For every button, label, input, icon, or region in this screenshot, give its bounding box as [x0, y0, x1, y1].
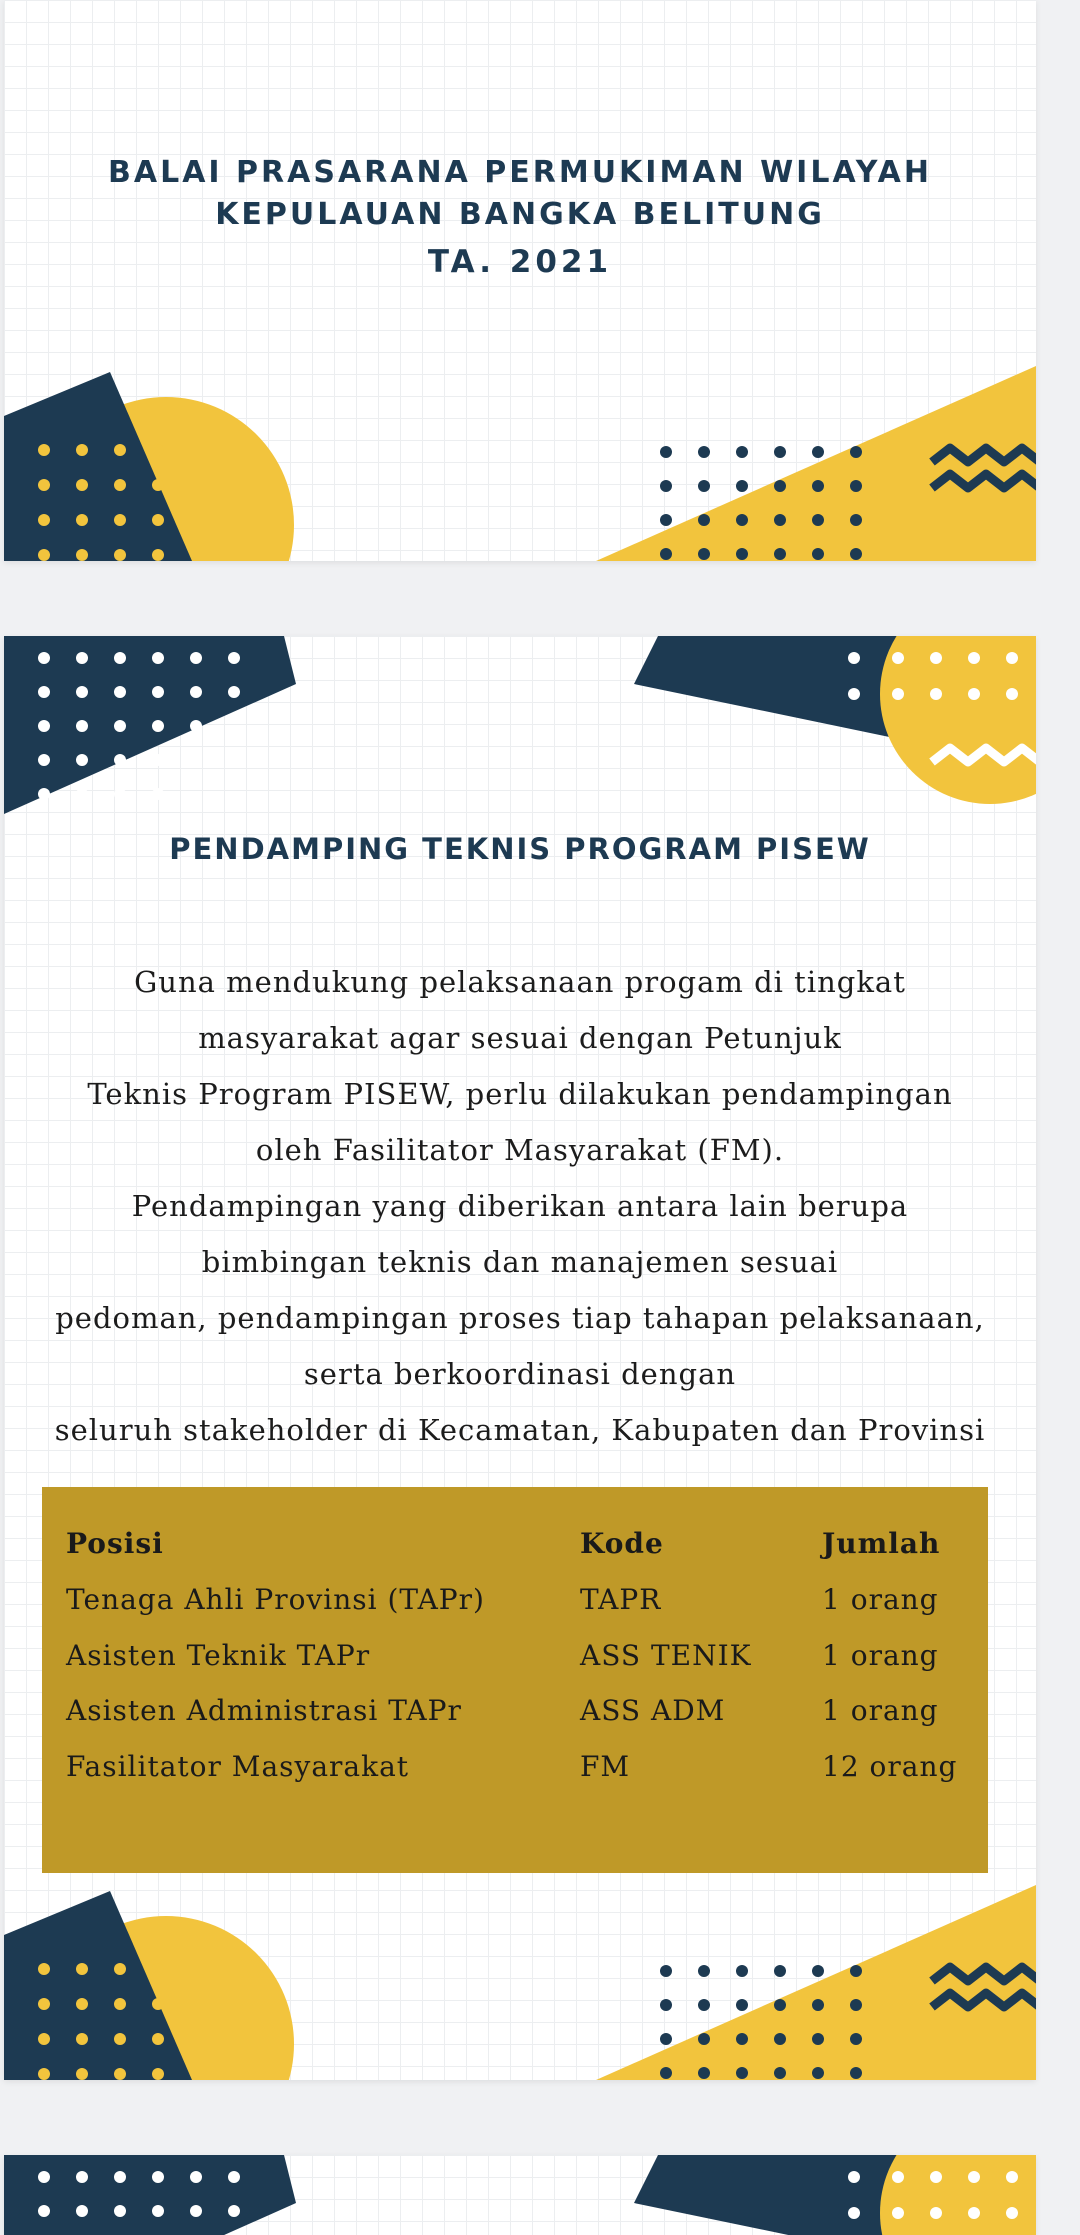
- cell-kode: TAPR: [580, 1583, 662, 1616]
- header-posisi: Posisi: [66, 1527, 164, 1560]
- body-line: pedoman, pendampingan proses tiap tahapan pelaksanaan,: [55, 1301, 985, 1335]
- cover-year: TA. 2021: [427, 244, 613, 280]
- top-decoration: [4, 2155, 1036, 2235]
- cell-jumlah: 1 orang: [822, 1639, 939, 1672]
- cell-kode: FM: [580, 1750, 631, 1783]
- section-body: [24, 954, 1016, 1458]
- cell-posisi: Fasilitator Masyarakat: [66, 1750, 410, 1783]
- body-line: Teknis Program PISEW, perlu dilakukan pendampingan: [87, 1077, 953, 1111]
- position-table: [42, 1487, 988, 1873]
- bottom-decoration: [4, 360, 1036, 561]
- scrollbar-track[interactable]: [1036, 0, 1080, 2220]
- cell-posisi: Tenaga Ahli Provinsi (TAPr): [66, 1583, 485, 1616]
- table-header-row: [42, 1527, 988, 1567]
- cell-posisi: Asisten Teknik TAPr: [66, 1639, 371, 1672]
- cell-jumlah: 1 orang: [822, 1694, 939, 1727]
- body-line: seluruh stakeholder di Kecamatan, Kabupaten dan Provinsi: [54, 1413, 986, 1447]
- header-kode: Kode: [580, 1527, 664, 1560]
- bottom-decoration: [4, 1879, 1036, 2080]
- cover-title-line1: BALAI PRASARANA PERMUKIMAN WILAYAH: [108, 155, 932, 190]
- table-row: [42, 1750, 988, 1790]
- body-line: Pendampingan yang diberikan antara lain berupa: [131, 1189, 909, 1223]
- slide-next: [4, 2155, 1036, 2235]
- section-title: PENDAMPING TEKNIS PROGRAM PISEW: [169, 832, 871, 866]
- cell-jumlah: 1 orang: [822, 1583, 939, 1616]
- table-row: [42, 1694, 988, 1734]
- body-line: masyarakat agar sesuai dengan Petunjuk: [198, 1021, 842, 1055]
- cell-jumlah: 12 orang: [822, 1750, 958, 1783]
- cover-title-line2: KEPULAUAN BANGKA BELITUNG: [215, 197, 825, 232]
- slide-cover: [4, 0, 1036, 561]
- cell-posisi: Asisten Administrasi TAPr: [66, 1694, 462, 1727]
- slide-pendamping: [4, 636, 1036, 2080]
- cell-kode: ASS ADM: [580, 1694, 726, 1727]
- cover-title: [4, 152, 1036, 236]
- body-line: Guna mendukung pelaksanaan progam di tingkat: [134, 965, 906, 999]
- cell-kode: ASS TENIK: [580, 1639, 752, 1672]
- body-line: oleh Fasilitator Masyarakat (FM).: [255, 1133, 785, 1167]
- body-line: bimbingan teknis dan manajemen sesuai: [201, 1245, 839, 1279]
- header-jumlah: Jumlah: [822, 1527, 941, 1560]
- navy-dot-grid: [660, 446, 862, 560]
- zigzag-decoration: [932, 448, 1036, 488]
- table-row: [42, 1639, 988, 1679]
- top-decoration: [4, 636, 1036, 826]
- yellow-dot-grid: [38, 444, 164, 561]
- body-line: serta berkoordinasi dengan: [303, 1357, 737, 1391]
- table-row: [42, 1583, 988, 1623]
